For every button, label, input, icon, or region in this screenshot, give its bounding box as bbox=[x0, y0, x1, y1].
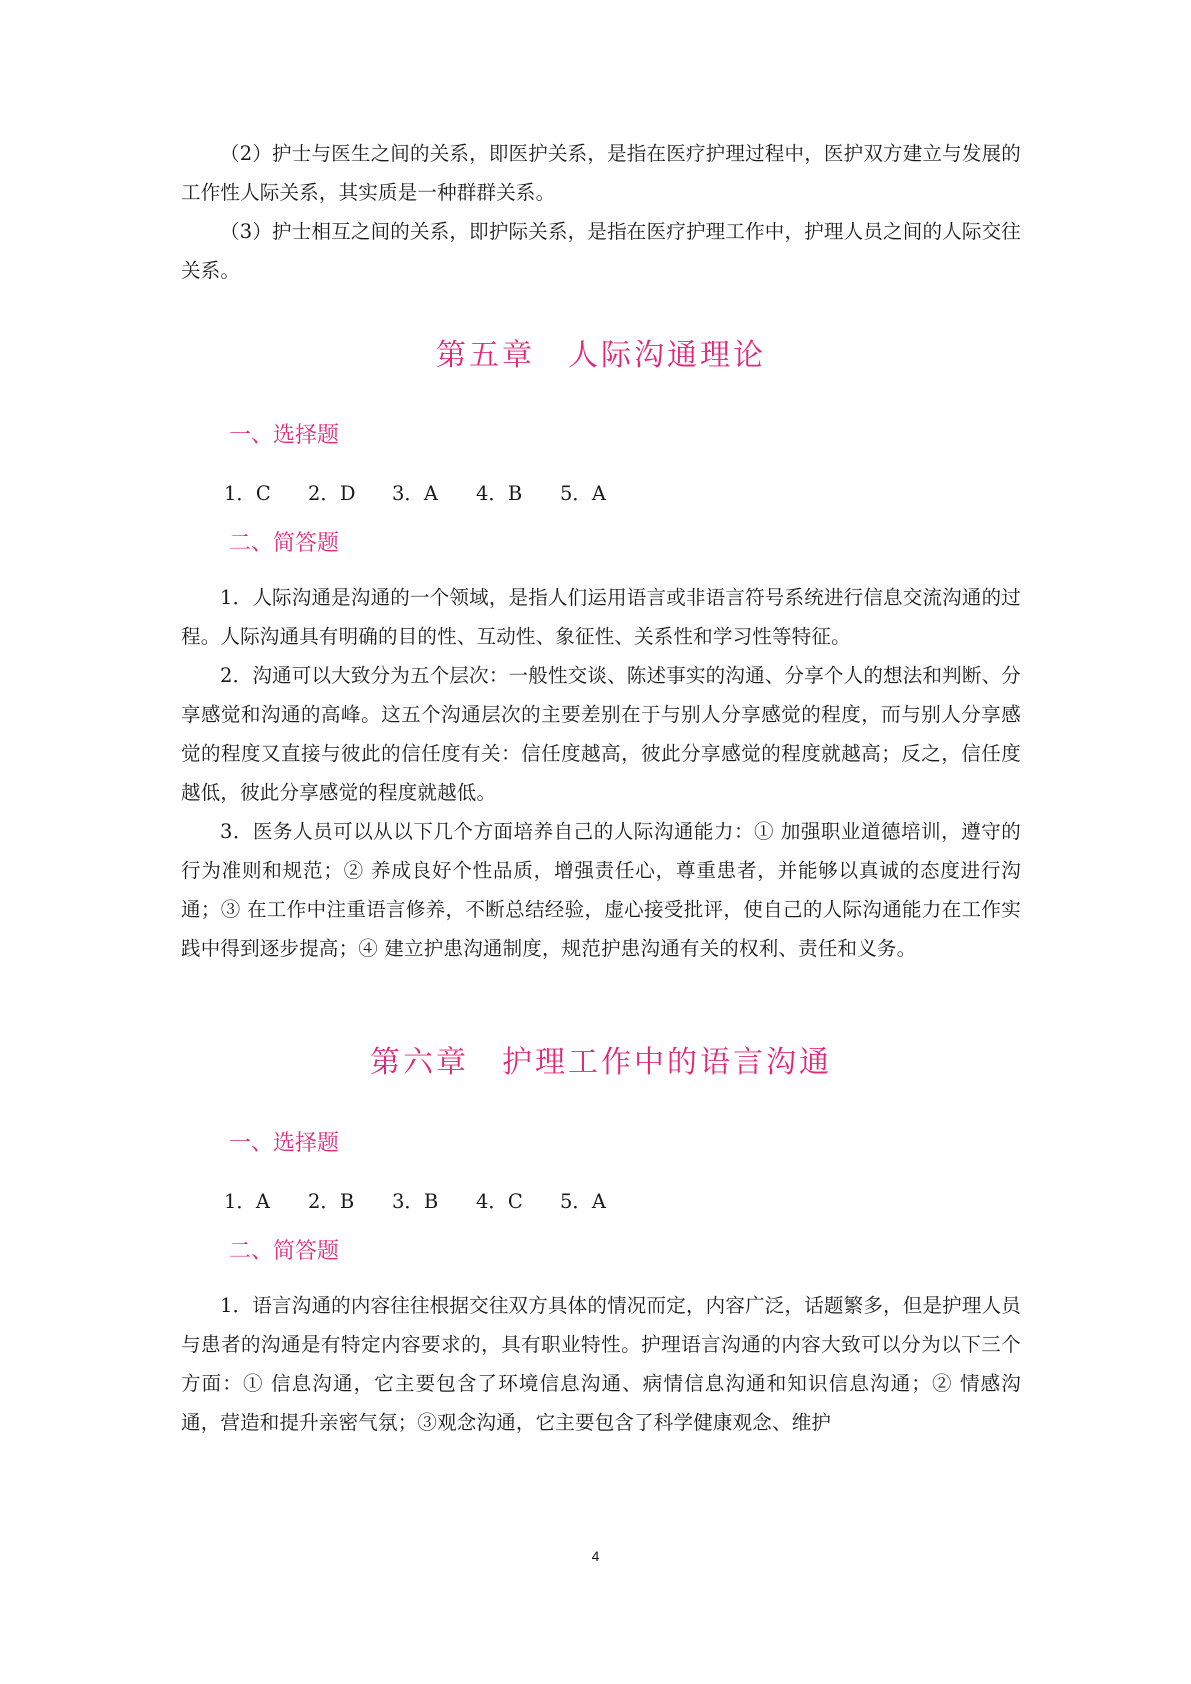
chapter-6-short-answer-1: 1．语言沟通的内容往往根据交往双方具体的情况而定，内容广泛，话题繁多，但是护理人员与患者的沟通是有特定内容要求的，具有职业特性。护理语言沟通的内容大致可以分为以下三个方面：① 信息沟通，它主要包含了环境信息沟通、病情信息沟通和知识信息沟通；② 情感沟通，营造和提升亲密气氛；③观念沟通，它主要包含了科学健康观念、维护 bbox=[181, 1294, 1021, 1434]
chapter-5-short-heading: 二、简答题 bbox=[229, 531, 340, 556]
chapter-6-choice-heading: 一、选择题 bbox=[229, 1131, 340, 1156]
answer-item: 4．C bbox=[476, 1190, 523, 1213]
answer-item: 2．D bbox=[308, 482, 356, 505]
chapter-5-short-answer-2: 2．沟通可以大致分为五个层次：一般性交谈、陈述事实的沟通、分享个人的想法和判断、分享感觉和沟通的高峰。这五个沟通层次的主要差别在于与别人分享感觉的程度，而与别人分享感觉的程度又直接与彼此的信任度有关：信任度越高，彼此分享感觉的程度就越高；反之，信任度越低，彼此分享感觉的程度就越低。 bbox=[181, 664, 1021, 804]
chapter-6-choice-answers bbox=[224, 1186, 644, 1214]
chapter-5-choice-answers bbox=[224, 478, 644, 506]
chapter-6-title: 第六章 护理工作中的语言沟通 bbox=[370, 1045, 832, 1080]
answer-item: 1．A bbox=[224, 1190, 270, 1213]
answer-item: 5．A bbox=[560, 1190, 606, 1213]
paragraph-nurse-nurse-relation: （3）护士相互之间的关系，即护际关系，是指在医疗护理工作中，护理人员之间的人际交往关系。 bbox=[181, 220, 1021, 282]
chapter-5-choice-heading: 一、选择题 bbox=[229, 423, 340, 448]
answer-item: 2．B bbox=[308, 1190, 355, 1213]
chapter-6-short-heading: 二、简答题 bbox=[229, 1239, 340, 1264]
chapter-5-short-answer-3: 3．医务人员可以从以下几个方面培养自己的人际沟通能力：① 加强职业道德培训，遵守的行为准则和规范；② 养成良好个性品质，增强责任心，尊重患者，并能够以真诚的态度进行沟通；③ 在工作中注重语言修养，不断总结经验，虚心接受批评，使自己的人际沟通能力在工作实践中得到逐步提高；④ 建立护患沟通制度，规范护患沟通有关的权利、责任和义务。 bbox=[181, 820, 1021, 960]
answer-item: 3．A bbox=[392, 482, 438, 505]
answer-item: 1．C bbox=[224, 482, 271, 505]
chapter-5-title: 第五章 人际沟通理论 bbox=[436, 338, 766, 373]
answer-item: 3．B bbox=[392, 1190, 439, 1213]
chapter-5-short-answer-1: 1．人际沟通是沟通的一个领域，是指人们运用语言或非语言符号系统进行信息交流沟通的过程。人际沟通具有明确的目的性、互动性、象征性、关系性和学习性等特征。 bbox=[181, 586, 1021, 648]
answer-item: 4．B bbox=[476, 482, 523, 505]
page-number: 4 bbox=[591, 1548, 600, 1564]
paragraph-doctor-nurse-relation: （2）护士与医生之间的关系，即医护关系，是指在医疗护理过程中，医护双方建立与发展的工作性人际关系，其实质是一种群群关系。 bbox=[181, 142, 1021, 204]
answer-item: 5．A bbox=[560, 482, 606, 505]
